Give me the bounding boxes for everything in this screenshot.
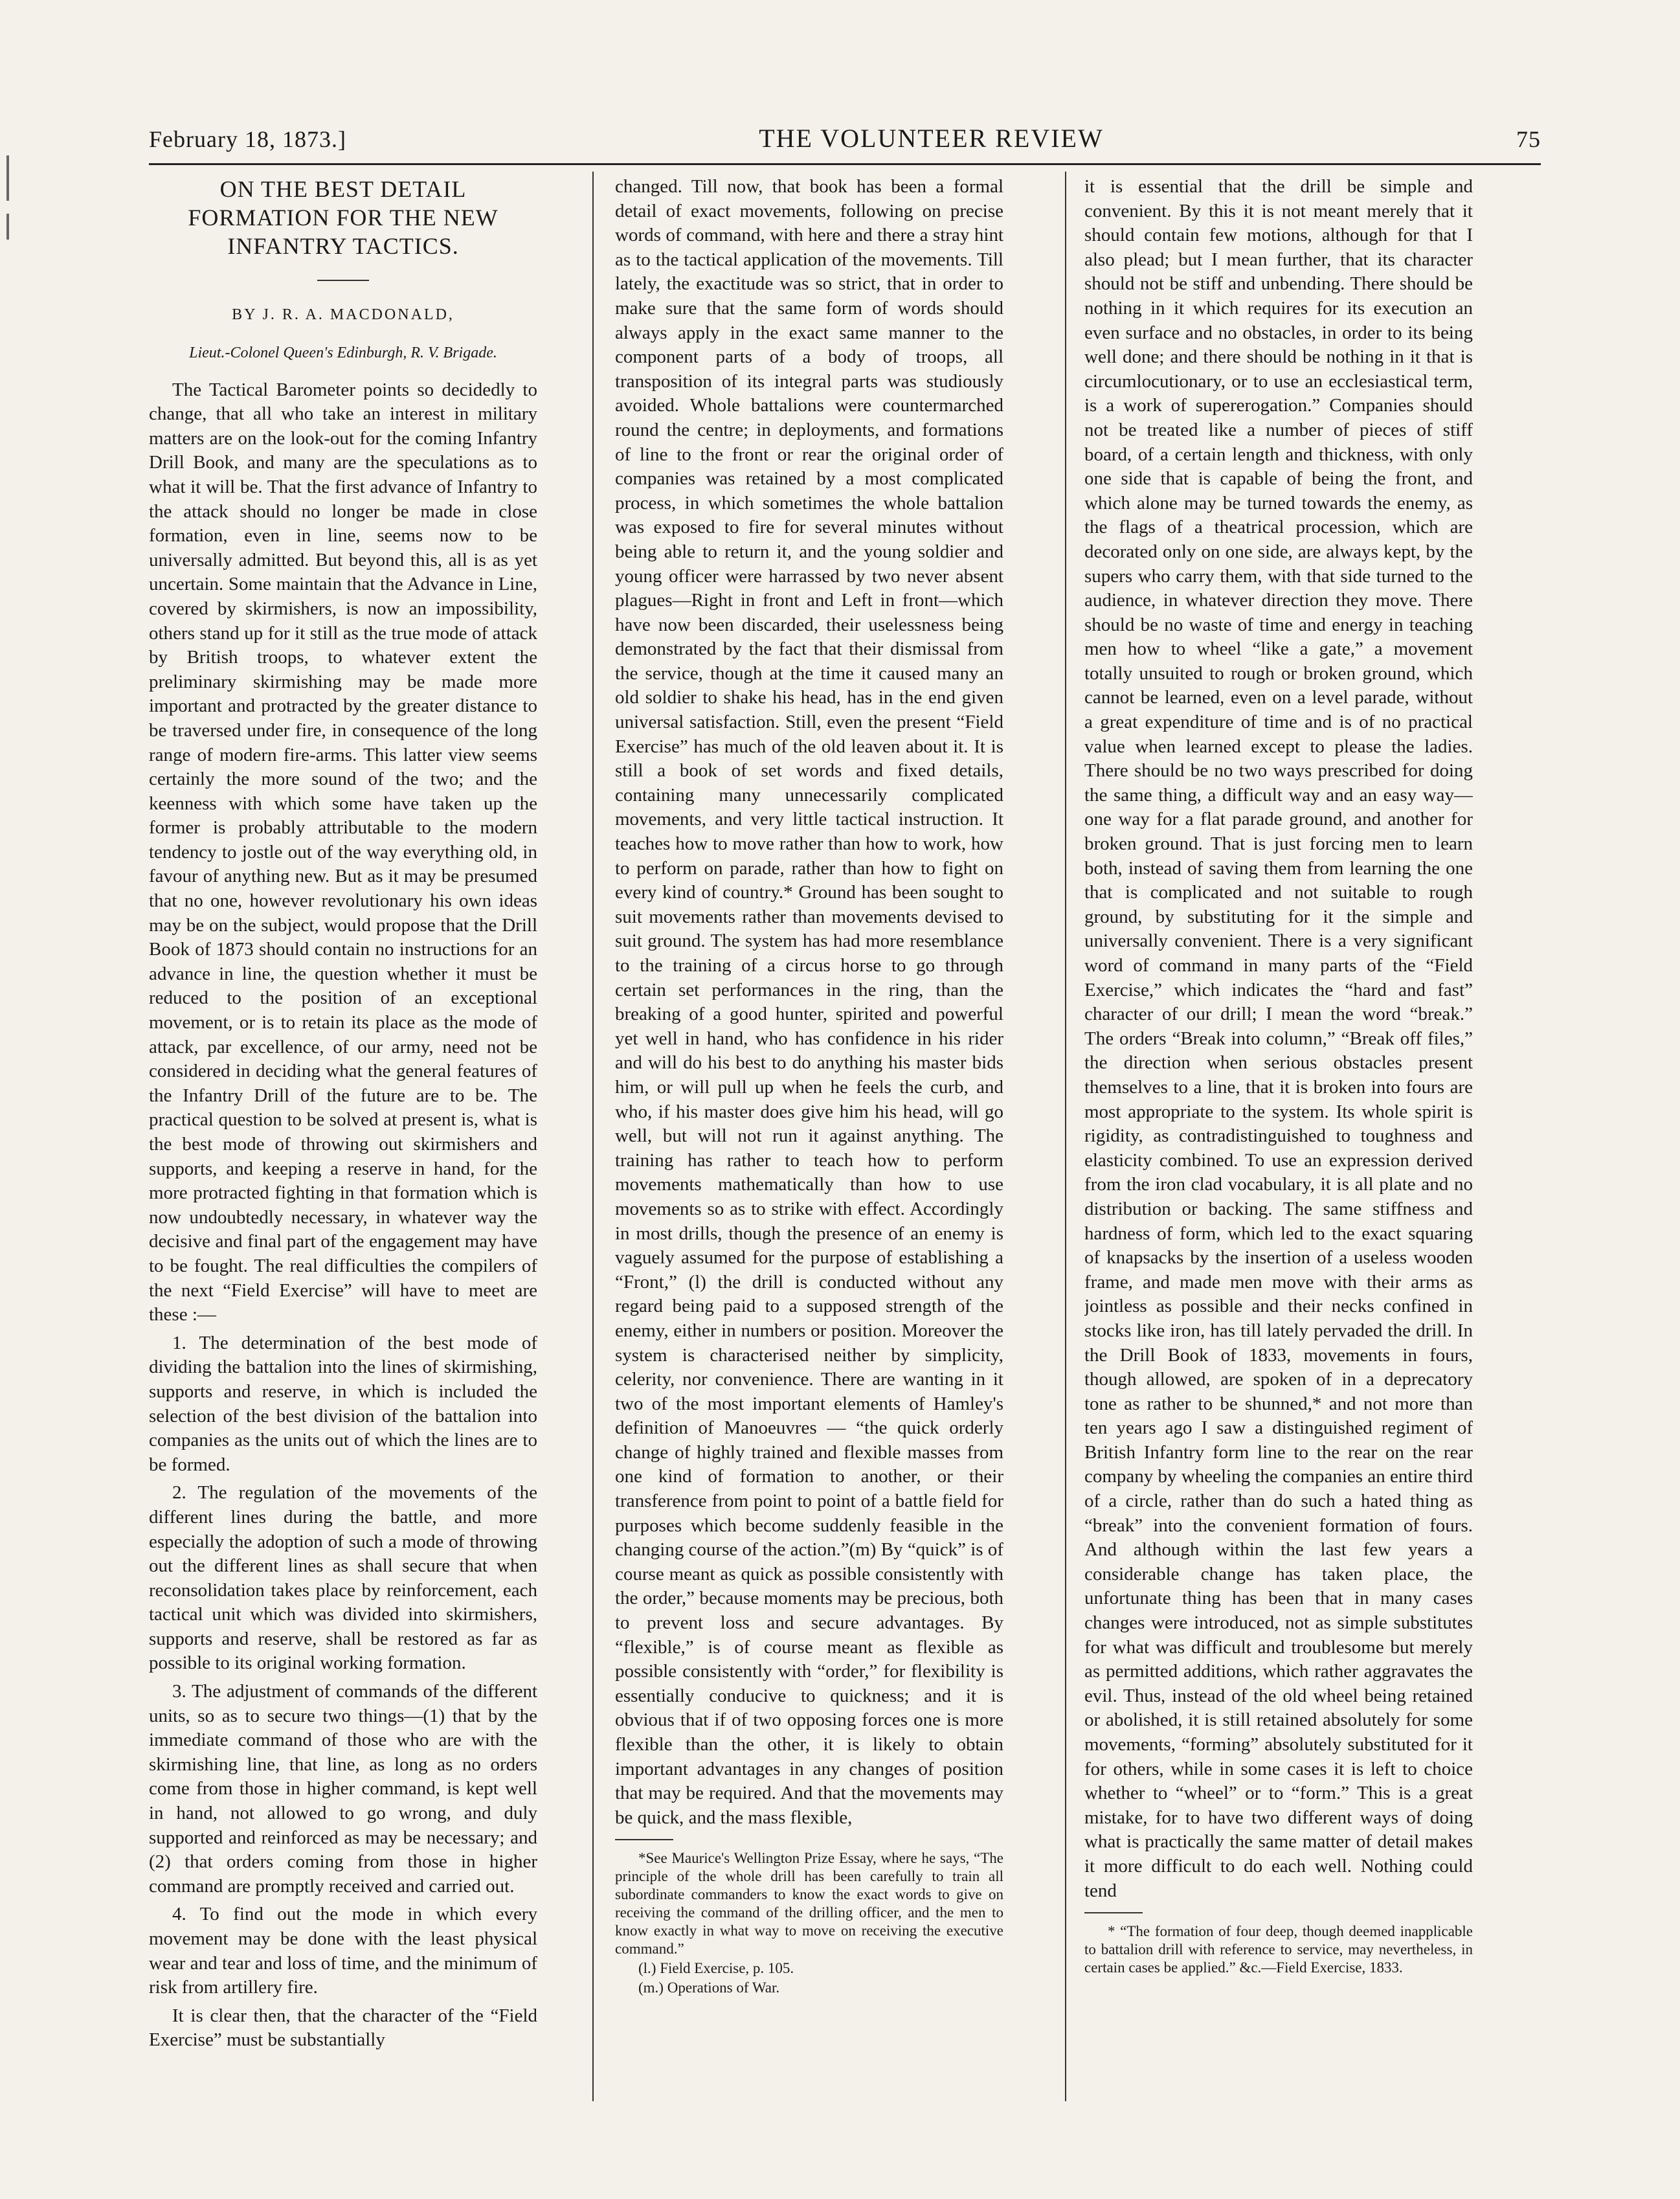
footnote: (m.) Operations of War. <box>638 1979 780 1996</box>
running-header <box>149 123 1541 162</box>
byline-rank: Lieut.-Colonel Queen's Edinburgh, R. V. Brigade. <box>189 344 497 361</box>
column-3 <box>1084 175 1473 2098</box>
paragraph: it is essential that the drill be simple and convenient. By this it is not meant merely that it should contain few motions, although for that I also plead; but I mean further, that its character should not be stiff and unbending. There should be nothing in it which requires for its execution an even surface and no obstacles, in order to its being well done; and there should be nothing in it that is circumlocutionary, or to use an ecclesiastical term, is a work of supererogation.” Companies should not be treated like a number of pieces of stiff board, of a certain length and thickness, with only one side that is capable of being the front, and which alone may be turned towards the enemy, as the flags of a theatrical procession, which are decorated only on one side, are always kept, by the supers who carry them, with that side turned to the audience, in whatever direction they move. There should be no waste of time and energy in teaching men how to wheel “like a gate,” a movement totally unsuited to rough or broken ground, which cannot be learned, even on a level parade, without a great expenditure of time and is of no practical value when learned except to please the ladies. There should be no two ways prescribed for doing the same thing, a difficult way and an easy way—one way for a flat parade ground, and another for broken ground. That is just forcing men to learn both, instead of saving them from learning the one that is complicated and not suitable to rough ground, by substituting for it the simple and universally convenient. There is a very significant word of command in many parts of the “Field Exercise,” which indicates the “hard and fast” character of our drill; I mean the word “break.” The orders “Break into column,” “Break off files,” the direction when serious obstacles present themselves to a line, that it is broken into fours are most appropriate to the system. Its whole spirit is rigidity, as contradistinguished to toughness and elasticity combined. To use an expression derived from the iron clad vocabulary, it is all plate and no distribution or backing. The same stiffness and hardness of form, which led to the exact squaring of knapsacks by the insertion of a useless wooden frame, and made men move with their arms as jointless as possible and their necks confined in stocks like iron, has till lately pervaded the drill. In the Drill Book of 1833, movements in fours, though allowed, are spoken of in a deprecatory tone as rather to be shunned,* and not more than ten years ago I saw a distinguished regiment of British Infantry form line to the rear on the rear company by wheeling the companies an entire third of a circle, rather than do such a hated thing as “break” into the convenient formation of fours. And although within the last few years a considerable change has taken place, the unfortunate thing has been that in many cases changes were introduced, not as simple substitutes for what was difficult and troublesome but merely as permitted additions, which rather aggravates the evil. Thus, instead of the old wheel being retained or abolished, it is still retained absolutely for some movements, “forming” absolutely substituted for it for others, while in some cases it is left to choice whether to “wheel” or to “form.” This is a great mistake, for to have two different ways of doing what is practically the same matter of detail makes it more difficult to do each well. Nothing could tend <box>1084 176 1473 1901</box>
byline: BY J. R. A. MACDONALD, <box>232 306 454 323</box>
column-rule <box>1065 172 1066 2101</box>
page-number: 75 <box>1516 126 1541 152</box>
title-rule <box>317 280 369 281</box>
paragraph: 3. The adjustment of commands of the different units, so as to secure two things—(1) that by the immediate command of those who are with the skirmishing line, that line, as long as no orders come from those in higher command, is kept well in hand, not allowed to go wrong, and duly supported and reinforced as may be necessary; and (2) that orders coming from those in higher command are promptly received and carried out. <box>149 1681 537 1897</box>
paragraph: 1. The determination of the best mode of dividing the battalion into the lines of skirmishing, supports and reserve, in which is included the selection of the best division of the battalion into companies as the units out of which the lines are to be formed. <box>149 1332 537 1475</box>
paragraph: The Tactical Barometer points so decidedly to change, that all who take an interest in military matters are on the look-out for the coming Infantry Drill Book, and many are the speculations as to what it will be. That the first advance of Infantry to the attack should no longer be made in close formation, even in line, seems now to be universally admitted. But beyond this, all is as yet uncertain. Some maintain that the Advance in Line, covered by skirmishers, is now an impossibility, others stand up for it still as the true mode of attack by British troops, to whatever extent the preliminary skirmishing may be made more important and protracted by the greater distance to be traversed under fire, in consequence of the long range of modern fire-arms. This latter view seems certainly the more sound of the two; and the keenness with which some have taken up the former is probably attributable to the modern tendency to jostle out of the way everything old, in favour of anything new. But as it may be presumed that no one, however revolutionary his own ideas may be on the subject, would propose that the Drill Book of 1873 should contain no instructions for an advance in line, the question whether it must be reduced to the position of an exceptional movement, or is to retain its place as the mode of attack, par excellence, of our army, need not be considered in deciding what the general features of the Infantry Drill of the future are to be. The practical question to be solved at present is, what is the best mode of throwing out skirmishers and supports, and keeping a reserve in hand, for the more protracted fighting in that formation which is now undoubtedly necessary, in whatever way the decisive and final part of the engagement may have to be fought. The real difficulties the compilers of the next “Field Exercise” will have to meet are these :— <box>149 379 537 1325</box>
header-rule <box>149 163 1541 165</box>
footnote-rule <box>1084 1912 1143 1913</box>
column-1 <box>149 175 537 2098</box>
paragraph: It is clear then, that the character of the “Field Exercise” must be substantially <box>149 2005 537 2051</box>
footnote: (l.) Field Exercise, p. 105. <box>638 1960 794 1977</box>
paragraph: 2. The regulation of the movements of the different lines during the battle, and more especially the adoption of such a mode of throwing out the different lines as shall secure that when reconsolidation takes place by reinforcement, each tactical unit which was divided into skirmishers, supports and reserve, shall be restored as far as possible to its original working formation. <box>149 1482 537 1674</box>
publication-title: THE VOLUNTEER REVIEW <box>759 124 1104 153</box>
scan-margin-mark <box>6 155 9 201</box>
paragraph: changed. Till now, that book has been a formal detail of exact movements, following on precise words of command, with here and there a stray hint as to the tactical application of the movements. Till lately, the exactitude was so strict, that in order to make sure that the same form of words should always apply in the exact same manner to the component parts of a body of troops, all transposition of its integral parts was studiously avoided. Whole battalions were countermarched round the centre; in deployments, and formations of line to the front or rear the original order of companies was retained by a most complicated process, in which sometimes the whole battalion was exposed to fire for several minutes without being able to return it, and the young soldier and young officer were harrassed by two never absent plagues—Right in front and Left in front—which have now been discarded, their uselessness being demonstrated by the fact that their dismissal from the service, though at the time it caused many an old soldier to shake his head, has in the end given universal satisfaction. Still, even the present “Field Exercise” has much of the old leaven about it. It is still a book of set words and fixed details, containing many unnecessarily complicated movements, and very little tactical instruction. It teaches how to move rather than how to work, how to perform on parade, rather than how to fight on every kind of country.* Ground has been sought to suit movements rather than movements devised to suit ground. The system has had more resemblance to the training of a circus horse to go through certain set performances in the ring, than the breaking of a good hunter, spirited and powerful yet well in hand, who has confidence in his rider and will do his best to do anything his master bids him, or will pull up when he feels the curb, and who, if his master does give him his head, will go well, but will not run it against anything. The training has rather to teach how to perform movements mathematically than how to use movements so as to strike with effect. Accordingly in most drills, though the presence of an enemy is vaguely assumed for the purpose of establishing a “Front,” (l) the drill is conducted without any regard being paid to a supposed strength of the enemy, either in numbers or position. Moreover the system is characterised neither by simplicity, celerity, nor convenience. There are wanting in it two of the most important elements of Hamley's definition of Manoeuvres — “the quick orderly change of highly trained and flexible masses from one kind of formation to another, or their transference from point to point of a battle field for purposes which become suddenly feasible in the changing course of the action.”(m) By “quick” is of course meant as quick as possible consistently with the order,” because moments may be precious, both to prevent loss and secure advantages. By “flexible,” is of course meant as flexible as possible consistently with “order,” for flexibility is essentially conducive to quickness; and it is obvious that if of two opposing forces one is more flexible than the other, it is likely to obtain important advantages in any changes of position that may be required. And that the movements may be quick, and the mass flexible, <box>615 176 1003 1828</box>
column-2 <box>615 175 1003 2098</box>
footnote: * “The formation of four deep, though deemed inapplicable to battalion drill with reference to service, may nevertheless, in certain cases be applied.” &c.—Field Exercise, 1833. <box>1084 1923 1473 1976</box>
footnote-rule <box>615 1839 673 1840</box>
paragraph: 4. To find out the mode in which every movement may be done with the least physical wear and tear and loss of time, and the minimum of risk from artillery fire. <box>149 1904 537 1998</box>
header-date: February 18, 1873.] <box>149 126 346 152</box>
footnote: *See Maurice's Wellington Prize Essay, where he says, “The principle of the whole drill has been carefully to train all subordinate commanders to know the exact words to give on receiving the command of the drilling officer, and the men to know exactly in what way to move on receiving the executive command.” <box>615 1850 1003 1957</box>
column-rule <box>592 172 594 2101</box>
scan-margin-mark <box>6 214 9 240</box>
article-title: ON THE BEST DETAIL FORMATION FOR THE NEW INFANTRY TACTICS. <box>188 176 498 259</box>
